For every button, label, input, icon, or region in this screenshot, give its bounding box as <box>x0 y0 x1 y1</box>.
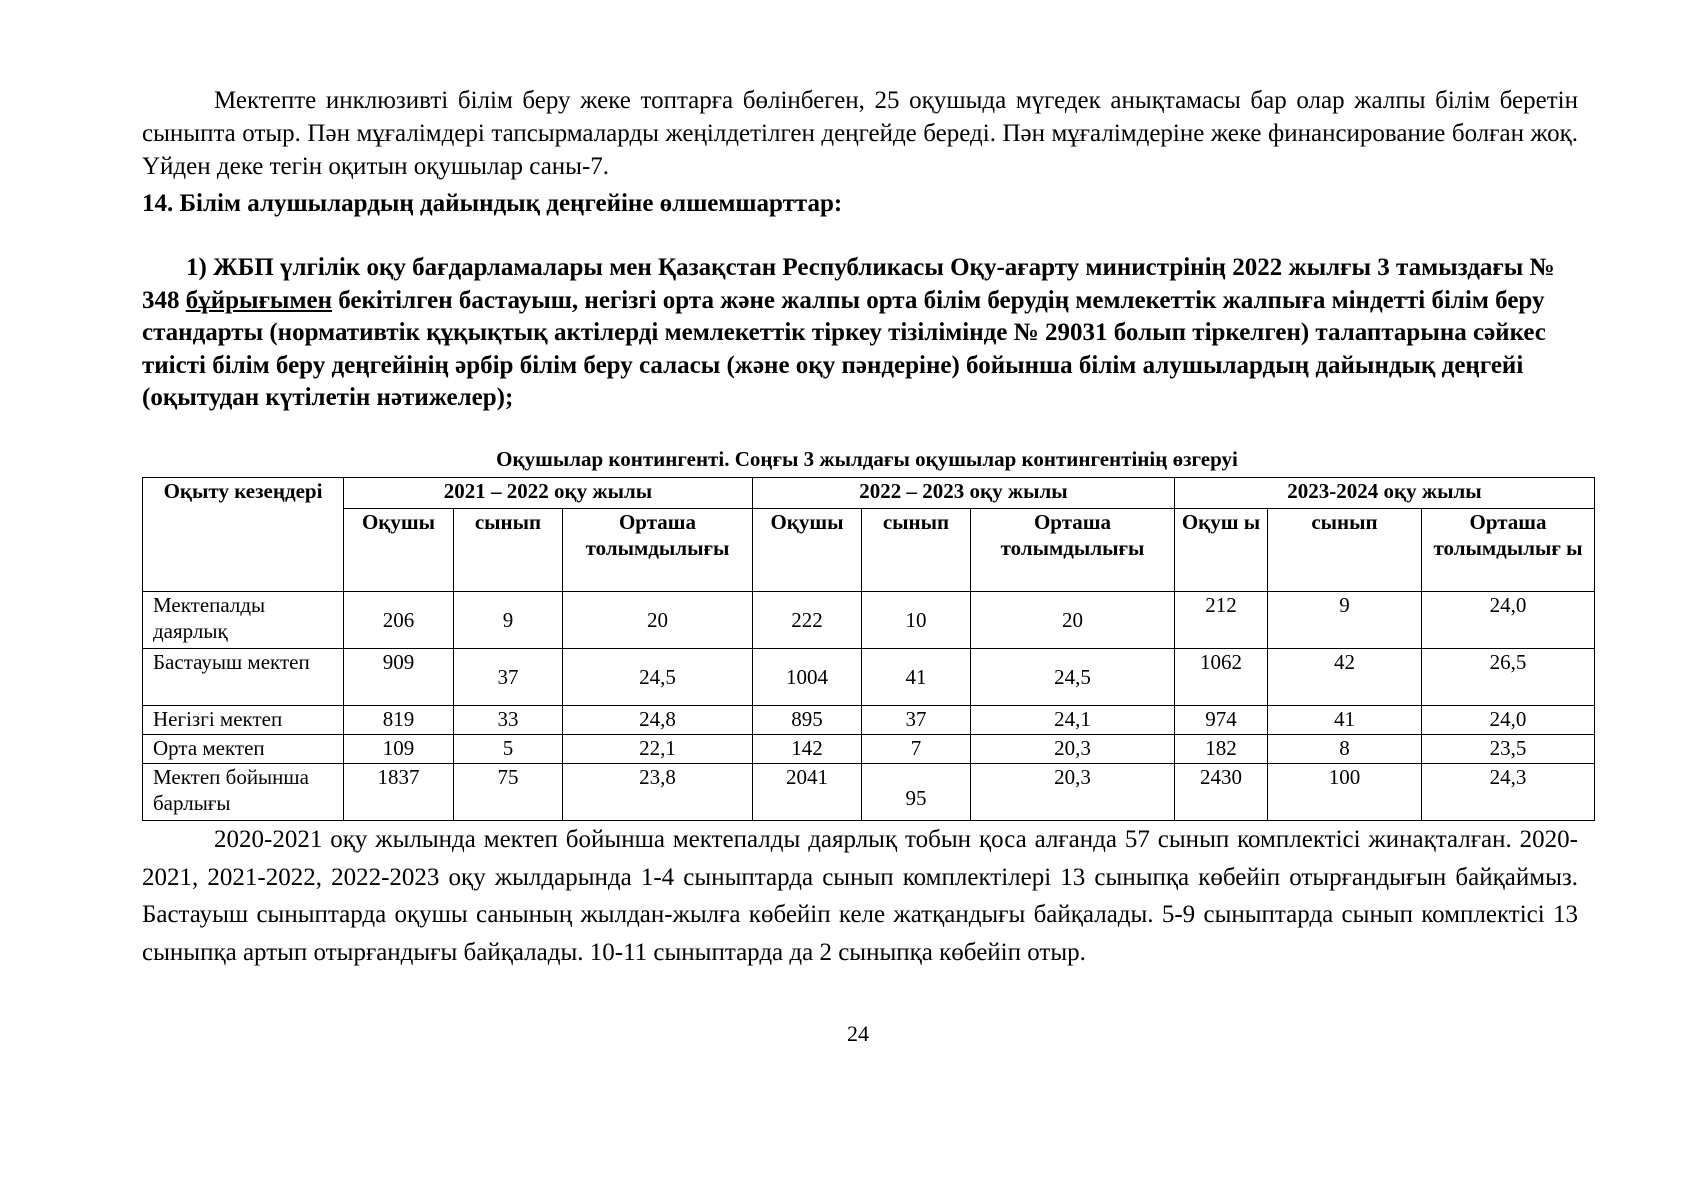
table-cell: 142 <box>753 735 862 764</box>
subheader-students: Оқушы <box>753 509 862 592</box>
table-cell: 75 <box>454 764 563 821</box>
table-cell: 2430 <box>1175 764 1268 821</box>
table-cell: 24,5 <box>971 649 1175 706</box>
table-cell: 41 <box>1268 706 1422 735</box>
subheader-avg-fill: Орташа толымдылығы <box>971 509 1175 592</box>
row-label: Орта мектеп <box>143 735 344 764</box>
table-cell: 212 <box>1175 592 1268 649</box>
table-cell: 9 <box>454 592 563 649</box>
subheader-avg-fill: Орташа толымдылығ ы <box>1422 509 1595 592</box>
table-cell: 974 <box>1175 706 1268 735</box>
table-cell: 8 <box>1268 735 1422 764</box>
table-cell: 20,3 <box>971 735 1175 764</box>
table-cell: 37 <box>862 706 971 735</box>
table-cell: 24,0 <box>1422 706 1595 735</box>
subheader-avg-fill: Орташа толымдылығы <box>563 509 753 592</box>
year-header-2021-2022: 2021 – 2022 оқу жылы <box>344 478 753 509</box>
table-cell: 20 <box>563 592 753 649</box>
paragraph-standards-part-1: 1) ЖБП үлгілік оқу бағдарламалары мен Қазақстан Республикасы Оқу-ағарту министрінің 2022 жылғы 3 тамыздағы № 348 <box>142 254 1555 314</box>
page-number: 24 <box>847 1021 869 1046</box>
table-cell: 37 <box>454 649 563 706</box>
table-cell: 20 <box>971 592 1175 649</box>
paragraph-class-analysis: 2020-2021 оқу жылында мектеп бойынша мектепалды даярлық тобын қоса алғанда 57 сынып комплектісі жинақталған. 2020-2021, 2021-2022, 2022-2023 оқу жылдарында 1-4 сыныптарда сынып комплектілері 13 сыныпқа көбейіп отырғандығын байқаймыз. Бастауыш сыныптарда оқушы санының жылдан-жылға көбейіп келе жатқандығы байқалады. 5-9 сыныптарда сынып комплектісі 13 сыныпқа артып отырғандығы байқалады. 10-11 сыныптарда да 2 сыныпқа көбейіп отыр. <box>142 826 1578 966</box>
table-cell: 1062 <box>1175 649 1268 706</box>
row-label: Бастауыш мектеп <box>143 649 344 706</box>
table-cell: 9 <box>1268 592 1422 649</box>
table-cell: 1837 <box>344 764 454 821</box>
table-cell: 5 <box>454 735 563 764</box>
row-label: Негізгі мектеп <box>143 706 344 735</box>
table-cell: 206 <box>344 592 454 649</box>
table-cell: 22,1 <box>563 735 753 764</box>
table-cell: 2041 <box>753 764 862 821</box>
table-row <box>143 592 1595 649</box>
row-label: Мектепалды даярлық <box>143 592 344 649</box>
stage-header: Оқыту кезеңдері <box>143 478 344 592</box>
table-cell: 109 <box>344 735 454 764</box>
table-cell: 24,3 <box>1422 764 1595 821</box>
underlined-order-word: бұйрығымен <box>185 286 332 314</box>
student-contingent-table <box>142 477 1595 821</box>
table-row <box>143 706 1595 735</box>
table-cell: 819 <box>344 706 454 735</box>
table-row <box>143 649 1595 706</box>
section-heading-14: 14. Білім алушылардың дайындық деңгейіне өлшемшарттар: <box>142 190 843 217</box>
table-cell: 24,0 <box>1422 592 1595 649</box>
row-label: Мектеп бойынша барлығы <box>143 764 344 821</box>
table-row <box>143 735 1595 764</box>
table-cell: 26,5 <box>1422 649 1595 706</box>
table-cell: 182 <box>1175 735 1268 764</box>
subheader-students: Оқуш ы <box>1175 509 1268 592</box>
table-row-total <box>143 764 1595 821</box>
table-cell: 23,8 <box>563 764 753 821</box>
paragraph-standards <box>142 252 1578 415</box>
table-caption: Оқушылар контингенті. Соңғы 3 жылдағы оқушылар контингентінің өзгеруі <box>496 447 1238 471</box>
year-header-2022-2023: 2022 – 2023 оқу жылы <box>753 478 1175 509</box>
table-cell: 895 <box>753 706 862 735</box>
table-cell: 100 <box>1268 764 1422 821</box>
year-header-2023-2024: 2023-2024 оқу жылы <box>1175 478 1595 509</box>
table-cell: 10 <box>862 592 971 649</box>
subheader-classes: сынып <box>1268 509 1422 592</box>
paragraph-standards-part-2: бекітілген бастауыш, негізгі орта және жалпы орта білім берудің мемлекеттік жалпыға міндетті білім беру стандарты (нормативтік құқықтық актілерді мемлекеттік тіркеу тізілімінде № 29031 болып тіркелген) талаптарына сәйкес тиісті білім беру деңгейінің әрбір білім беру саласы (және оқу пәндеріне) бойынша білім алушылардың дайындық деңгейі (оқытудан күтілетін нәтижелер); <box>142 286 1546 411</box>
table-cell: 42 <box>1268 649 1422 706</box>
table-cell: 24,8 <box>563 706 753 735</box>
table-cell: 24,5 <box>563 649 753 706</box>
table-cell: 222 <box>753 592 862 649</box>
table-cell: 909 <box>344 649 454 706</box>
table-cell: 20,3 <box>971 764 1175 821</box>
table-cell: 41 <box>862 649 971 706</box>
subheader-students: Оқушы <box>344 509 454 592</box>
table-cell: 1004 <box>753 649 862 706</box>
table-cell: 7 <box>862 735 971 764</box>
table-cell: 23,5 <box>1422 735 1595 764</box>
subheader-classes: сынып <box>862 509 971 592</box>
table-cell: 24,1 <box>971 706 1175 735</box>
subheader-classes: сынып <box>454 509 563 592</box>
paragraph-inclusive-education: Мектепте инклюзивті білім беру жеке топтарға бөлінбеген, 25 оқушыда мүгедек анықтамасы бар олар жалпы білім беретін сыныпта отыр. Пән мұғалімдері тапсырмаларды жеңілдетілген деңгейде береді. Пән мұғалімдеріне жеке финансирование болған жоқ. Үйден деке тегін оқитын оқушылар саны-7. <box>142 87 1578 180</box>
table-cell: 95 <box>862 764 971 821</box>
table-cell: 33 <box>454 706 563 735</box>
